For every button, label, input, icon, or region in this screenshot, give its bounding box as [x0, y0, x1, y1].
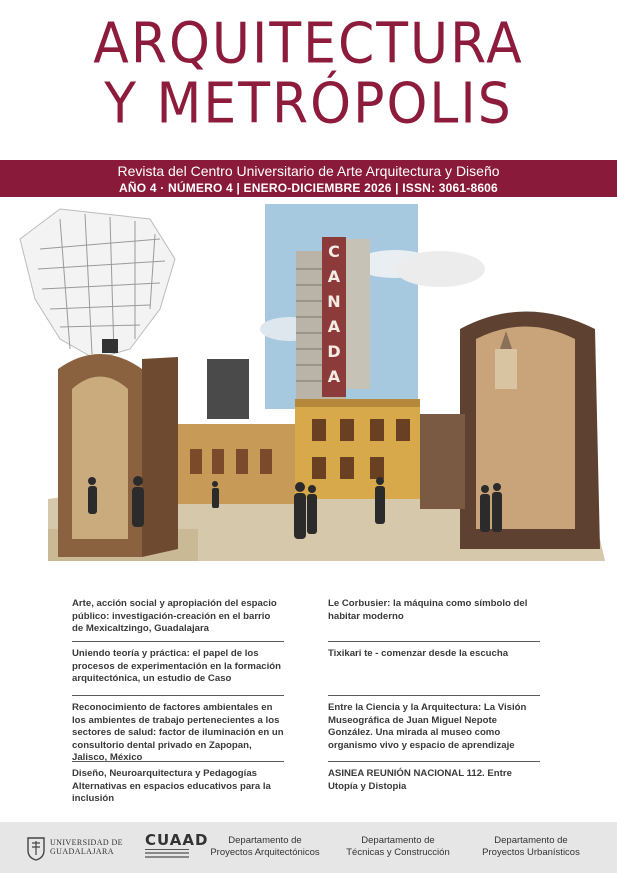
sign-letter-d: D	[327, 342, 341, 361]
colonial-building-center	[295, 404, 420, 499]
department-label: Departamento de	[228, 835, 302, 846]
department-name: Proyectos Arquitectónicos	[210, 847, 320, 858]
sign-letter-a1: A	[327, 267, 341, 286]
cover-collage	[0, 199, 617, 561]
article-item[interactable]: Reconocimiento de factores ambientales en los ambientes de trabajo pertenecientes a los sectores de salud: factor de iluminación en un consultorio dental privado en Zapopan, Jalisco, México	[72, 696, 284, 762]
article-item[interactable]: Entre la Ciencia y la Arquitectura: La Visión Museográfica de Juan Miguel Nepote González. Una mirada al museo como organismo vivo y espacio de aprendizaje	[328, 696, 540, 762]
department-tecnicas-construccion[interactable]	[343, 835, 453, 859]
canada-tower	[296, 237, 370, 401]
journal-title-line1: ARQUITECTURA	[93, 11, 524, 77]
cuaad-logo[interactable]	[145, 831, 209, 864]
footer	[0, 822, 617, 873]
cuaad-wordmark: CUAAD	[145, 831, 209, 849]
article-column-left	[72, 592, 284, 813]
article-item[interactable]: Diseño, Neuroarquitectura y Pedagogías Alternativas en espacios educativos para la inclusión	[72, 768, 271, 805]
journal-subtitle: Revista del Centro Universitario de Arte Arquitectura y Diseño	[117, 163, 500, 179]
sign-letter-a3: A	[327, 367, 341, 386]
article-column-right	[328, 592, 540, 800]
department-name: Proyectos Urbanísticos	[482, 847, 580, 858]
article-item[interactable]: ASINEA REUNIÓN NACIONAL 112. Entre Utopía y Distopia	[328, 768, 512, 792]
department-proyectos-arquitectonicos[interactable]	[205, 835, 325, 859]
masthead	[0, 11, 617, 137]
journal-title-line2: Y METRÓPOLIS	[104, 71, 513, 137]
article-item[interactable]: Le Corbusier: la máquina como símbolo del habitar moderno	[328, 592, 540, 642]
issue-band	[0, 160, 617, 197]
udg-logo[interactable]	[26, 833, 126, 863]
cover-illustration	[0, 199, 617, 561]
article-item[interactable]: Uniendo teoría y práctica: el papel de los procesos de experimentación en la formación arquitectónica, un estudio de Caso	[72, 642, 284, 696]
issue-info: AÑO 4 · NÚMERO 4 | ENERO-DICIEMBRE 2026 | ISSN: 3061-8606	[119, 181, 498, 195]
udg-name-line1: UNIVERSIDAD DE	[50, 838, 123, 847]
udg-seal-icon	[26, 835, 46, 861]
sign-letter-n: N	[327, 292, 341, 311]
department-label: Departamento de	[494, 835, 568, 846]
udg-name-line2: GUADALAJARA	[50, 847, 114, 856]
department-label: Departamento de	[361, 835, 435, 846]
article-item[interactable]: Arte, acción social y apropiación del espacio público: investigación-creación en el barrio de Mexicaltzingo, Guadalajara	[72, 592, 284, 642]
article-item[interactable]: Tixikari te - comenzar desde la escucha	[328, 642, 540, 696]
article-list	[0, 592, 617, 810]
city-map-sketch	[20, 209, 175, 359]
department-name: Técnicas y Construcción	[346, 847, 450, 858]
sign-letter-c: C	[328, 242, 340, 261]
department-proyectos-urbanisticos[interactable]	[471, 835, 591, 859]
sign-letter-a2: A	[327, 317, 341, 336]
